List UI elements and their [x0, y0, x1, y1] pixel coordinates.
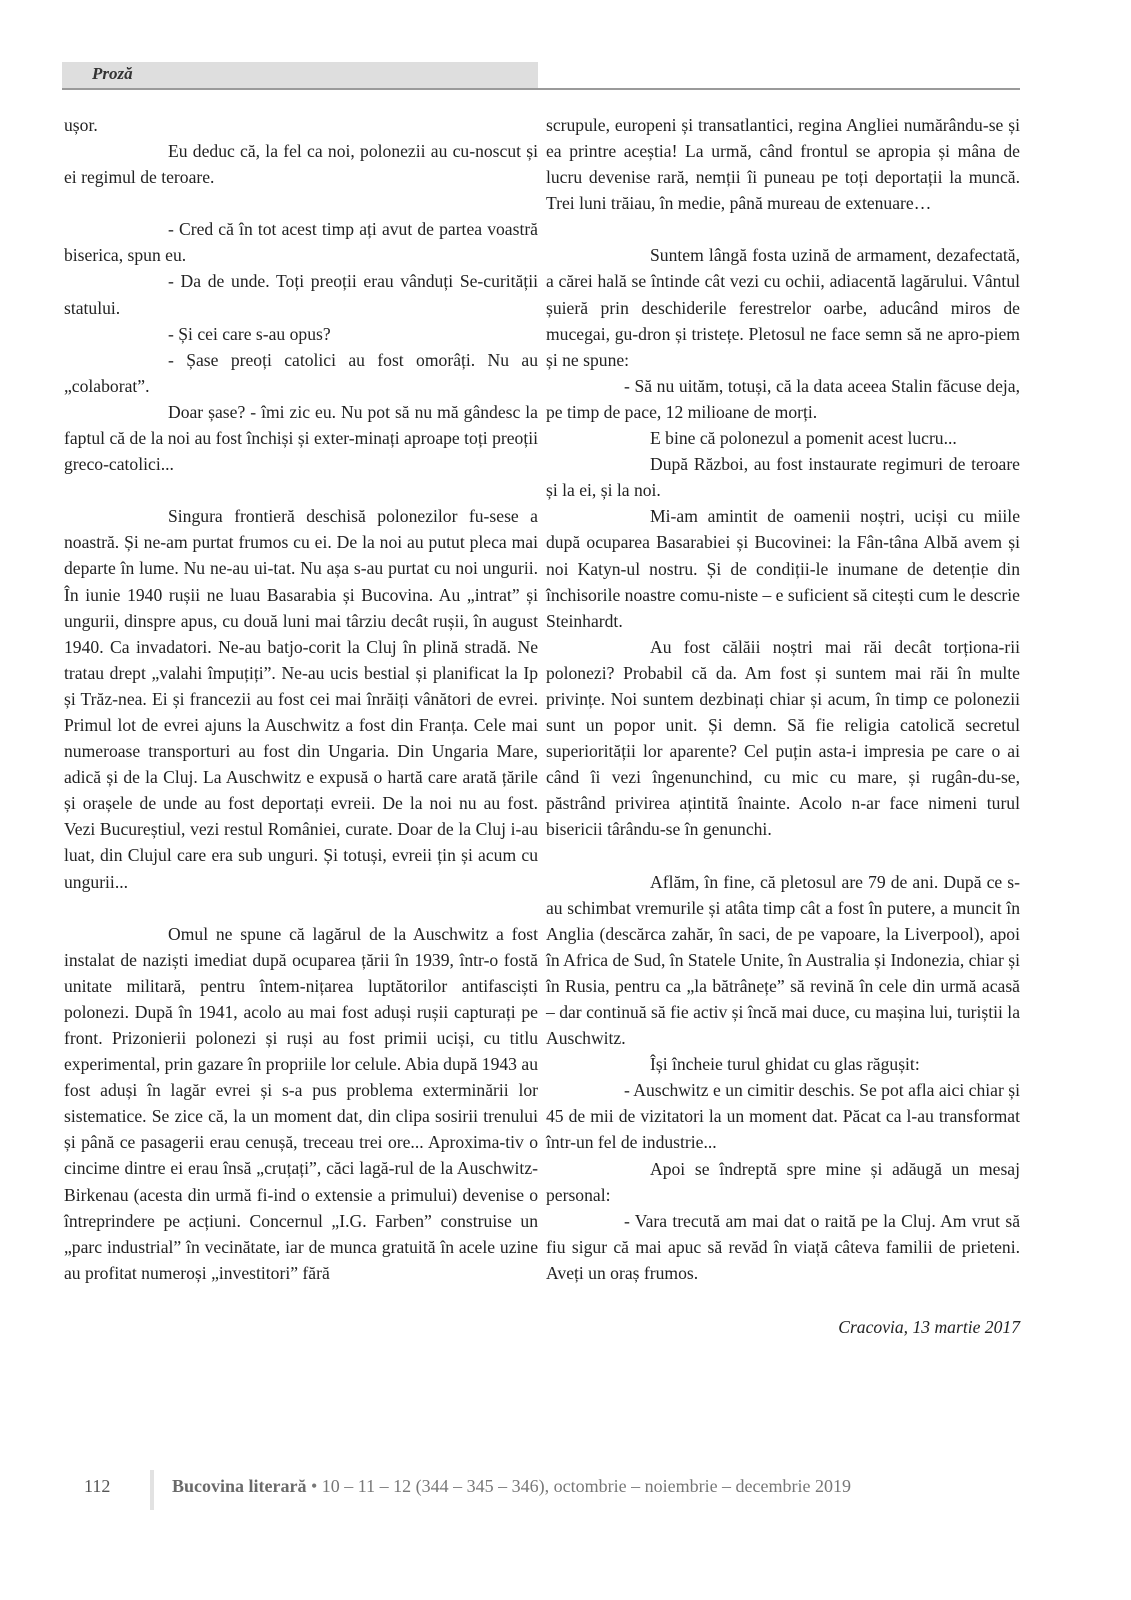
paragraph: - Să nu uităm, totuși, că la data aceea Stalin făcuse deja, pe timp de pace, 12 milioane de morți.	[546, 375, 1020, 422]
paragraph: - Auschwitz e un cimitir deschis. Se pot afla aici chiar și 45 de mii de vizitatori la un moment dat. Păcat ca l-au transformat într-un fel de industrie...	[546, 1080, 1020, 1153]
paragraph: Mi-am amintit de oamenii noștri, uciși cu miile după ocuparea Basarabiei și Bucovinei: la Fân-tâna Albă avem și noi Katyn-ul nostru. Și de condiții-le inumane de detenție din închisorile noastre comu-niste – e suficient să citești cum le descrie Steinhardt.	[546, 506, 1020, 631]
page-number: 112	[84, 1476, 111, 1496]
paragraph: Își încheie turul ghidat cu glas răgușit:	[650, 1054, 920, 1075]
paragraph: - Cred că în tot acest timp ați avut de partea voastră biserica, spun eu.	[64, 219, 538, 266]
header-rule	[62, 88, 1020, 90]
paragraph: Doar șase? - îmi zic eu. Nu pot să nu mă gândesc la faptul că de la noi au fost închiși și exter-minați aproape toți preoții greco-catolici...	[64, 401, 538, 475]
paragraph: scrupule, europeni și transatlantici, regina Angliei numărându-se și ea printre aceștia! La urmă, când frontul se apropia și mâna de lucru devenise rară, nemții îi puneau pe toți deportații la muncă. Trei luni trăiau, în medie, până mureau de extenuare…	[546, 115, 1020, 214]
left-column	[64, 112, 538, 1286]
paragraph: Eu deduc că, la fel ca noi, polonezii au cu-noscut și ei regimul de teroare.	[64, 141, 538, 188]
paragraph: Omul ne spune că lagărul de la Auschwitz a fost instalat de naziști imediat după ocuparea țării în 1939, într-o fostă unitate militară, pentru întem-nițarea luptătorilor antifasciști polonezi. După în 1941, acolo au mai fost aduși rușii capturați pe front. Prizonierii polonezi și ruși au fost primii uciși, cu titlu experimental, prin gazare în propriile lor celule. Abia după 1943 au fost aduși în lagăr evrei și s-a pus problema exterminării lor sistematice. Se zice că, la un moment dat, din clipa sosirii trenului și până ce pasagerii erau cenușă, treceau trei ore... Aproxima-tiv o cincime dintre ei erau însă „cruțați”, căci lagă-rul de la Auschwitz-Birkenau (acesta din urmă fi-ind o extensie a primului) devenise o întreprindere pe acțiuni. Concernul „I.G. Farben” construise un „parc industrial” în vecinătate, iar de munca gratuită în acele uzine au profitat numeroși „investitori” fără	[64, 923, 538, 1283]
journal-title: Bucovina literară	[172, 1476, 307, 1496]
footer-divider	[150, 1470, 154, 1510]
paragraph: - Da de unde. Toți preoții erau vânduți Se-curității statului.	[64, 271, 538, 318]
paragraph: După Război, au fost instaurate regimuri de teroare și la ei, și la noi.	[546, 454, 1020, 501]
paragraph: ușor.	[64, 115, 98, 135]
paragraph: Aflăm, în fine, că pletosul are 79 de ani. După ce s-au schimbat vremurile și atâta timp cât a fost în putere, a muncit în Anglia (descărca zahăr, în saci, de pe vapoare, la Liverpool), apoi în Africa de Sud, în Statele Unite, în Australia și Indonezia, chiar și în Rusia, pentru ca „la bătrânețe” să revină în cele din urmă acasă – dar continuă să fie activ și încă mai duce, cu mașina lui, turiștii la Auschwitz.	[546, 871, 1020, 1049]
page-footer	[64, 1470, 1024, 1510]
paragraph: - Vara trecută am mai dat o raită pe la Cluj. Am vrut să fiu sigur că mai apuc să revăd în viață câteva familii de prieteni. Aveți un oraș frumos.	[546, 1210, 1020, 1283]
paragraph: - Șase preoți catolici au fost omorâți. Nu au „colaborat”.	[64, 349, 538, 396]
journal-info	[172, 1476, 851, 1497]
paragraph: Suntem lângă fosta uzină de armament, dezafectată, a cărei hală se întinde cât vezi cu ochii, adiacentă lagărului. Vântul șuieră prin deschiderile ferestrelor oarbe, aducând miros de mucegai, gu-dron și tristețe. Pletosul ne face semn să ne apro-piem și ne spune:	[546, 245, 1020, 370]
running-header-bar	[62, 62, 538, 88]
paragraph: Singura frontieră deschisă polonezilor fu-sese a noastră. Și ne-am purtat frumos cu ei. De la noi au putut pleca mai departe în lume. Nu ne-au ui-tat. Nu așa s-au purtat cu noi ungurii. În iunie 1940 rușii ne luau Basarabia și Bucovina. Au „intrat” și ungurii, dinspre apus, cu două luni mai târziu decât rușii, în august 1940. Ca invadatori. Ne-au batjo-corit la Cluj în plină stradă. Ne tratau drept „valahi împuțiți”. Ne-au ucis bestial și planificat la Ip și Trăz-nea. Ei și francezii au fost cei mai înrăiți vânători de evrei. Primul lot de evrei ajuns la Auschwitz a fost din Franța. Cele mai numeroase transporturi au fost din Ungaria. Din Ungaria Mare, adică și de la Cluj. La Auschwitz e expusă o hartă care arată țările și orașele de unde au fost deportați evreii. De la noi nu au fost. Vezi Bucureștiul, vezi restul României, curate. Doar de la Cluj i-au luat, din Clujul care era sub unguri. Și totuși, evreii țin și acum cu ungurii...	[64, 506, 538, 892]
right-column	[546, 112, 1020, 1340]
issue-info: • 10 – 11 – 12 (344 – 345 – 346), octombrie – noiembrie – decembrie 2019	[310, 1476, 852, 1496]
section-label: Proză	[92, 64, 133, 83]
paragraph: E bine că polonezul a pomenit acest lucru...	[650, 428, 957, 449]
signature: Cracovia, 13 martie 2017	[838, 1317, 1020, 1338]
paragraph: Au fost călăii noștri mai răi decât torționa-rii polonezi? Probabil că da. Am fost și suntem mai răi în multe privințe. Noi suntem dezbinați chiar și acum, în timp ce polonezii sunt un popor unit. Și demn. Să fie religia catolică secretul superiorității lor aparente? Cel puțin asta-i impresia pe care o ai când îi vezi îngenunchind, cu mic cu mare, și rugân-du-se, păstrând privirea ațintită înainte. Acolo n-ar face nimeni turul bisericii târându-se în genunchi.	[546, 636, 1020, 840]
paragraph: - Și cei care s-au opus?	[168, 323, 331, 344]
paragraph: Apoi se îndreptă spre mine și adăugă un mesaj personal:	[546, 1158, 1020, 1205]
